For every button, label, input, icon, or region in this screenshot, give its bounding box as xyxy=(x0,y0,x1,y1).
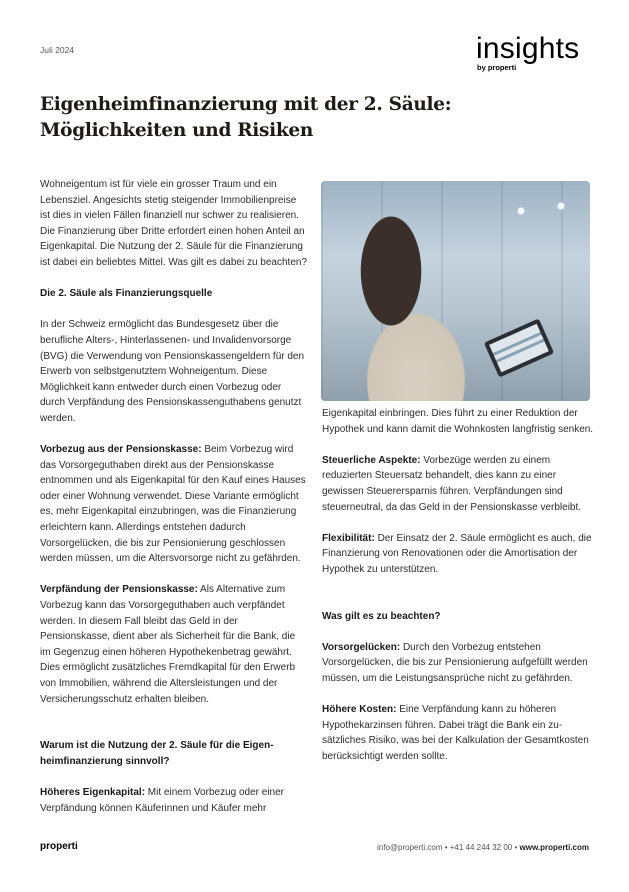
luecken-text: Durch den Vorbezug entstehen Vorsorgelücken, die bis zur Pensionierung aufgefüllt werden müssen, um die Leistungsansprüche nicht zu gefährden. xyxy=(322,641,588,684)
logo-wordmark: insights xyxy=(476,32,580,65)
left-column xyxy=(40,177,308,832)
intro-paragraph: Wohneigentum ist für viele ein grosser Traum und ein Lebensziel. Angesichts stetig steigender Immobilienpreise ist dies in vielen Fällen finanziell nur schwer zu realisieren. Die Finanzierung über Dritte erfordert einen hohen Anteil an Eigenkapital. Die Nutzung der 2. Säule für die Finanzierung ist dabei ein beliebtes Mittel. Was gilt es dabei zu beachten? xyxy=(40,179,308,268)
kosten-label: Höhere Kosten: xyxy=(322,704,397,716)
steuer-text: Vorbezüge werden zu einem reduzierten Steuersatz behandelt, dies kann zu einer gewissen Steuerersparnis führen. Verpfändungen sind steuerneutral, da das Geld in der Pensionskasse verbleibt. xyxy=(322,454,582,513)
footer-separator: • xyxy=(512,843,520,852)
kosten-text: Eine Verpfändung kann zu höheren Hypothekarzinsen führen. Dabei trägt die Bank ein zusätzliches Risiko, was bei der Kalkulation der Gesamtkosten berücksichtigt werden sollte. xyxy=(322,704,589,762)
flex-paragraph xyxy=(322,531,594,578)
steuer-paragraph xyxy=(322,453,594,515)
section-heading-why: Warum ist die Nutzung der 2. Säule für die Eigenheimfinanzierung sinnvoll? xyxy=(40,740,274,767)
footer-email[interactable]: info@properti.com xyxy=(377,843,443,852)
title-line-1: Eigenheimfinanzierung mit der 2. Säule: xyxy=(40,94,452,115)
article-photo xyxy=(321,181,590,401)
section-heading-financing-source: Die 2. Säule als Finanzierungsquelle xyxy=(40,288,213,300)
publication-date: Juli 2024 xyxy=(40,45,75,55)
eigenkapital-text: Mit einem Vorbezug oder einer Verpfändung können Käuferinnen und Käufer mehr xyxy=(40,786,284,814)
steuer-label: Steuerliche Aspekte: xyxy=(322,454,421,466)
title-line-2: Möglichkeiten und Risiken xyxy=(40,120,314,141)
luecken-label: Vorsorgelücken: xyxy=(322,641,401,653)
eigenkapital-continuation: Eigenkapital einbringen. Dies führt zu einer Reduktion der Hypothek und kann damit die Wohnkosten langfristig senken. xyxy=(322,408,594,435)
flex-text: Der Einsatz der 2. Säule ermöglicht es auch, die Finanzierung von Renovationen oder die Amortisation der Hypothek zu unterstützen. xyxy=(322,532,592,575)
footer-website[interactable]: www.properti.com xyxy=(519,843,589,852)
verpfaendung-label: Verpfändung der Pensionskasse: xyxy=(40,584,198,596)
eigenkapital-label: Höheres Eigenkapital: xyxy=(40,786,146,798)
footer-contact xyxy=(377,843,589,852)
tablet-illustration xyxy=(484,318,554,377)
flex-label: Flexibilität: xyxy=(322,532,375,544)
verpfaendung-paragraph xyxy=(40,582,308,707)
verpfaendung-text: Als Alternative zum Vorbezug kann das Vorsorgeguthaben auch verpfändet werden. In diesem Fall bleibt das Geld in der Pensionskasse, dient aber als Sicherheit für die Bank, die im Gegenzug einen höheren Hypothekenbetrag gewährt. Dies ermöglicht zusätzliches Fremdkapital für den Erwerb von Immobilien, während die Altersleistungen und der Versicherungsschutz erhalten bleiben. xyxy=(40,584,296,705)
vorbezug-text: Beim Vorbezug wird das Vorsorgeguthaben direkt aus der Pensionskasse entnommen und als Eigenkapital für den Kauf eines Hauses oder einer Wohnung verwendet. Diese Variante ermöglicht es, mehr Eigenkapital einzubringen, was die Finanzierung erleichtern kann. Allerdings entstehen dadurch Vorsorgelücken, die bis zur Pensionierung geschlossen werden müssen, um die Altersvorsorge nicht zu gefährden. xyxy=(40,444,306,565)
eigenkapital-paragraph xyxy=(40,785,308,816)
bvg-paragraph: In der Schweiz ermöglicht das Bundesgesetz über die berufliche Alters-, Hinterlassenen- und Invalidenvorsorge (BVG) die Verwendung von Pensionskassengeldern für den Erwerb von selbstgenutztem Wohneigentum. Diese Möglichkeit kann entweder durch einen Vorbezug oder durch Verpfändung des Pensionskassenguthabens genutzt werden. xyxy=(40,319,305,424)
article-title xyxy=(40,92,560,144)
vorbezug-label: Vorbezug aus der Pensionskasse: xyxy=(40,444,202,456)
footer-logo: properti xyxy=(40,841,78,852)
section-heading-considerations: Was gilt es zu beachten? xyxy=(322,610,441,622)
vorbezug-paragraph xyxy=(40,442,308,567)
footer-separator: • xyxy=(442,843,450,852)
logo-byline: by properti xyxy=(477,63,517,72)
right-column xyxy=(322,406,594,780)
insights-logo xyxy=(476,34,579,72)
footer-phone[interactable]: +41 44 244 32 00 xyxy=(449,843,513,852)
luecken-paragraph xyxy=(322,640,594,687)
kosten-paragraph xyxy=(322,702,594,764)
